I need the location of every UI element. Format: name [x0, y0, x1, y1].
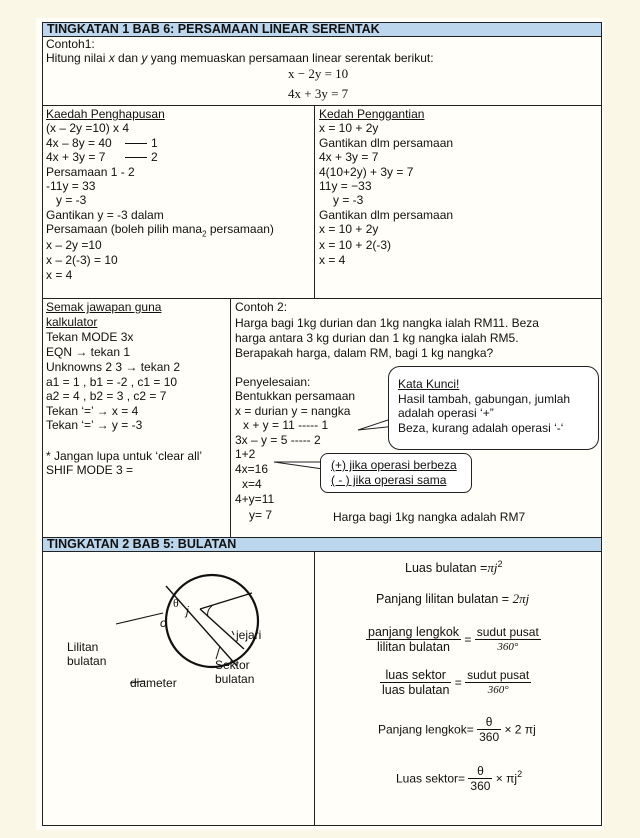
solution-line: x = durian y = nangka	[235, 404, 351, 418]
solution-line: 1+2	[235, 447, 256, 461]
keyword-line: adalah operasi ‘+”	[398, 406, 494, 420]
calculator-line: Tekan MODE 3x	[46, 330, 134, 344]
example2-question: Berapakah harga, dalam RM, bagi 1 kg nangka?	[235, 346, 494, 360]
equation-2: 4x + 3y = 7	[288, 86, 349, 101]
circumference-formula: Panjang lilitan bulatan = 2πj	[376, 591, 530, 606]
substitution-line: Gantikan dlm persamaan	[319, 136, 454, 150]
circle-diagram	[42, 551, 314, 825]
calculator-line: * Jangan lupa untuk ‘clear all’	[46, 449, 203, 463]
elimination-line: x = 4	[46, 268, 73, 282]
solution-line: Bentukkan persamaan	[235, 389, 356, 403]
equation-label-1: 1	[151, 136, 158, 150]
elimination-line: -11y = 33	[46, 179, 96, 193]
example2-question: harga antara 3 kg durian dan 1 kg nangka ialah RM5.	[235, 331, 519, 345]
elimination-line: x – 2y =10	[46, 238, 102, 252]
solution-line: 4+y=11	[235, 492, 275, 506]
substitution-line: y = -3	[333, 193, 364, 207]
area-formula: Luas bulatan $=\pi j^2$	[405, 559, 503, 576]
example2-answer: Harga bagi 1kg nangka adalah RM7	[333, 510, 526, 524]
substitution-line: x = 10 + 2y	[319, 121, 379, 135]
substitution-line: x = 10 + 2y	[319, 222, 379, 236]
substitution-line: 4(10+2y) + 3y = 7	[319, 165, 414, 179]
example1-label: Contoh1:	[46, 37, 95, 51]
arc-ratio-formula: $\frac{\text{panjang lengkok}}{\text{lilitan bulatan}}$ = $\frac{\text{sudut pusat}}{360^\circ}$	[368, 625, 539, 655]
calculator-line: EQN → tekan 1	[46, 345, 131, 359]
radius-line	[200, 593, 252, 609]
example2-question: Harga bagi 1kg durian dan 1kg nangka ialah RM11. Beza	[235, 316, 539, 330]
calculator-line: Tekan ‘=’ → y = -3	[46, 418, 143, 432]
lilitan-label: Lilitan	[67, 640, 99, 654]
substitution-line: x = 10 + 2(-3)	[319, 238, 392, 252]
elimination-line: y = -3	[56, 193, 87, 207]
substitution-title: Kedah Penggantian	[319, 107, 425, 121]
elimination-line: 4x + 3y = 7	[46, 150, 106, 164]
diameter-label: diameter	[130, 676, 177, 690]
calculator-line: a2 = 4 , b2 = 3 , c2 = 7	[46, 389, 167, 403]
substitution-line: 11y = −33	[319, 179, 372, 193]
solution-line: 3x – y = 5 ----- 2	[235, 433, 321, 447]
solution-line: x=4	[242, 477, 262, 491]
section2-title: TINGKATAN 2 BAB 5: BULATAN	[42, 537, 602, 552]
elimination-title: Kaedah Penghapusan	[46, 107, 165, 121]
example1-question: Hitung nilai x dan y yang memuaskan persamaan linear serentak berikut:	[46, 51, 434, 65]
calculator-line: Tekan ‘=’ → x = 4	[46, 404, 139, 418]
section1-title: TINGKATAN 1 BAB 6: PERSAMAAN LINEAR SERENTAK	[42, 22, 602, 37]
arc-length-formula: Panjang lengkok= $\frac{\theta}{360}$ × 2 πj	[378, 715, 536, 745]
sector-area-formula: Luas sektor= $\frac{\theta}{360}$ × $\pi j^2$	[396, 764, 523, 794]
circle-outline	[166, 575, 258, 667]
solution-line: Penyelesaian:	[235, 375, 311, 389]
theta-label: θ	[173, 596, 179, 610]
keyword-line: Hasil tambah, gabungan, jumlah	[398, 392, 571, 406]
elimination-line: Gantikan y = -3 dalam	[46, 208, 164, 222]
rule-line: ( - ) jika operasi sama	[331, 473, 447, 487]
pointer-line	[116, 613, 163, 624]
substitution-line: x = 4	[319, 253, 346, 267]
equation-label-2: 2	[151, 150, 158, 164]
calculator-title: kalkulator	[46, 315, 98, 329]
solution-line: x + y = 11 ----- 1	[243, 418, 329, 432]
example2-title: Contoh 2:	[235, 300, 288, 314]
keyword-line: Beza, kurang adalah operasi ‘-‘	[398, 421, 564, 435]
elimination-line: x – 2(-3) = 10	[46, 253, 118, 267]
rule-line: (+) jika operasi berbeza	[331, 458, 457, 472]
sektor-label: bulatan	[215, 672, 255, 686]
angle-arc	[208, 606, 212, 617]
calculator-line: SHIF MODE 3 =	[46, 463, 134, 477]
solution-line: 4x=16	[235, 462, 269, 476]
elimination-line: Persamaan (boleh pilih mana$_2$ persamaan)	[46, 222, 274, 239]
elimination-line: 4x – 8y = 40	[46, 136, 112, 150]
calculator-line: a1 = 1 , b1 = -2 , c1 = 10	[46, 375, 178, 389]
o-label: o	[160, 616, 167, 630]
elimination-line: (x – 2y =10) x 4	[46, 121, 130, 135]
pointer-line	[232, 631, 234, 635]
calculator-line: Unknowns 2 3 → tekan 2	[46, 360, 181, 374]
elimination-line: Persamaan 1 - 2	[46, 165, 135, 179]
solution-line: y= 7	[249, 508, 273, 522]
sektor-label: Sektor	[215, 658, 250, 672]
equation-1: x − 2y = 10	[288, 66, 349, 81]
keyword-title: Kata Kunci!	[398, 377, 460, 391]
calculator-title: Semak jawapan guna	[46, 300, 162, 314]
substitution-line: 4x + 3y = 7	[319, 150, 379, 164]
substitution-line: Gantikan dlm persamaan	[319, 208, 454, 222]
j-label: j	[186, 604, 189, 618]
jejari-label: jejari	[236, 628, 262, 642]
lilitan-label: bulatan	[67, 654, 107, 668]
sector-ratio-formula: $\frac{\text{luas sektor}}{\text{luas bulatan}}$ = $\frac{\text{sudut pusat}}{360^\circ}$	[382, 668, 530, 698]
